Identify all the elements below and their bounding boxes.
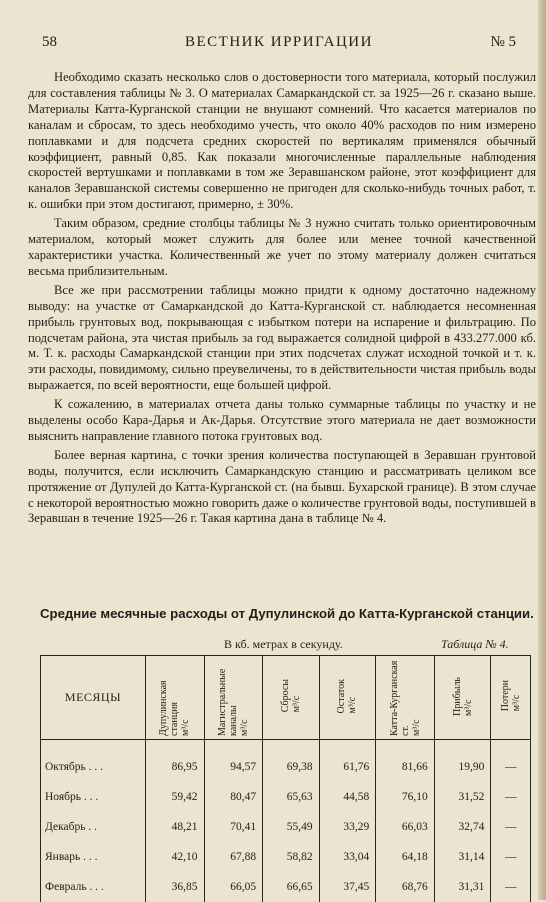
column-header (319, 656, 376, 740)
table-title: Средние месячные расходы от Дупулинской до Катта-Курганской станции. (40, 606, 534, 621)
paragraph: Таким образом, средние столбцы таблицы № 3 нужно считать только ориентировочным материалом, который может служить для более или менее точной качественной характеристики участка. Количественный же учет по этому материалу должен считаться весьма приблизительным. (28, 216, 536, 278)
value-cell: 86,95 (146, 740, 205, 783)
page-edge (538, 0, 546, 900)
column-name: Магистральные каналы (216, 668, 239, 736)
table-row (41, 812, 531, 842)
value-cell: 81,66 (376, 740, 435, 783)
value-cell: 31,31 (434, 872, 491, 902)
table-header-row (41, 656, 531, 740)
body-text (28, 70, 536, 530)
value-cell: — (491, 842, 531, 872)
value-cell: — (491, 812, 531, 842)
column-unit: м³/с (180, 719, 192, 736)
value-cell: 70,41 (204, 812, 263, 842)
value-cell: 69,38 (263, 740, 320, 783)
value-cell: 80,47 (204, 782, 263, 812)
value-cell: 58,82 (263, 842, 320, 872)
value-cell: — (491, 782, 531, 812)
value-cell: 59,42 (146, 782, 205, 812)
value-cell: 33,29 (319, 812, 376, 842)
value-cell: — (491, 740, 531, 783)
value-cell: 68,76 (376, 872, 435, 902)
value-cell: 37,45 (319, 872, 376, 902)
value-cell: 76,10 (376, 782, 435, 812)
paragraph: К сожалению, в материалах отчета даны только суммарные таблицы по участку и не выделены особо Кара-Дарья и Ак-Дарья. Отсутствие этого материала не дает возможности выяснить направление главного потока грунтовых вод. (28, 397, 536, 443)
value-cell: 31,52 (434, 782, 491, 812)
journal-title: ВЕСТНИК ИРРИГАЦИИ (185, 34, 373, 50)
value-cell: 32,74 (434, 812, 491, 842)
column-header (491, 656, 531, 740)
column-unit: м³/с (410, 719, 422, 736)
value-cell: 42,10 (146, 842, 205, 872)
column-unit: м³/с (290, 696, 302, 713)
column-name: Остаток (336, 678, 348, 714)
column-name: Сбросы (279, 679, 291, 713)
value-cell: 31,14 (434, 842, 491, 872)
column-header (376, 656, 435, 740)
column-name: Прибыль (451, 676, 463, 716)
value-cell: 94,57 (204, 740, 263, 783)
column-name: Катта-Курганская ст. (388, 660, 411, 736)
table-row (41, 872, 531, 902)
value-cell: 44,58 (319, 782, 376, 812)
value-cell: 33,04 (319, 842, 376, 872)
column-name: Дупулинская станция (158, 680, 181, 736)
value-cell: 36,85 (146, 872, 205, 902)
table-row (41, 782, 531, 812)
value-cell: 66,65 (263, 872, 320, 902)
column-header (204, 656, 263, 740)
column-unit: м³/с (238, 719, 250, 736)
value-cell: 66,05 (204, 872, 263, 902)
column-header (434, 656, 491, 740)
column-header (146, 656, 205, 740)
value-cell: 19,90 (434, 740, 491, 783)
value-cell: 55,49 (263, 812, 320, 842)
column-name: Потери (499, 680, 511, 712)
value-cell: 64,18 (376, 842, 435, 872)
paragraph: Необходимо сказать несколько слов о достоверности того материала, который послужил для составления таблицы № 3. О материалах Самаркандской ст. за 1925—26 г. сказано выше. Материалы Катта-Курганской станции не внушают сомнений. Что касается материалов по каналам и сбросам, то здесь необходимо учесть, что около 40% расходов по ним измерено поплавками и для подсчета средних скоростей по вертикалям применялся обычный коэффициент, равный 0,85. Как показали многочисленные параллельные наблюдения скоростей вертушками и поплавками в том же Зеравшанском районе, этот коэффициент для каналов Зеравшанской системы совершенно не пригоден для сколько-нибудь точных работ, т. к. ошибки при этом достигают, примерно, ± 30%. (28, 70, 536, 212)
paragraph: Все же при рассмотрении таблицы можно придти к одному достаточно надежному выводу: на участке от Самаркандской до Катта-Курганской ст. наблюдается несомненная прибыль грунтовых вод, покрывающая с избытком потери на испарение и фильтрацию. По подсчетам района, эта чистая прибыль за год выражается солидной цифрой в 433.277.000 кб. м. Т. к. расходы Самаркандской станции при этих подсчетах служат исходной точкой и т. к. эти расходы, повидимому, сильно преувеличены, то в действительности чистая прибыль воды выражается, по всей вероятности, еще большей цифрой. (28, 282, 536, 393)
value-cell: 66,03 (376, 812, 435, 842)
month-cell: Декабрь . . (41, 812, 146, 842)
data-table (40, 655, 531, 902)
paragraph: Более верная картина, с точки зрения количества поступающей в Зеравшан грунтовой воды, получится, если исключить Самаркандскую станцию и рассматривать целиком все протяжение от Дупулей до Катта-Курганской ст. (на бывш. Бухарской границе). В этом случае с некоторой вероятностью можно говорить даже о количестве грунтовой воды, поступившей в Зеравшан в течение 1925—26 г. Такая картина дана в таблице № 4. (28, 447, 536, 526)
value-cell: 48,21 (146, 812, 205, 842)
issue-number: № 5 (490, 34, 516, 50)
value-cell: 61,76 (319, 740, 376, 783)
value-cell: 65,63 (263, 782, 320, 812)
table-row (41, 842, 531, 872)
column-unit: м³/с (462, 698, 474, 716)
value-cell: 67,88 (204, 842, 263, 872)
column-unit: м³/с (510, 695, 522, 712)
page-header (42, 34, 516, 54)
month-cell: Февраль . . . (41, 872, 146, 902)
value-cell: — (491, 872, 531, 902)
column-header (263, 656, 320, 740)
column-header-months: МЕСЯЦЫ (41, 656, 146, 740)
table-row (41, 740, 531, 783)
table-unit: В кб. метрах в секунду. (224, 637, 343, 651)
page-number: 58 (42, 34, 57, 50)
month-cell: Ноябрь . . . (41, 782, 146, 812)
month-cell: Январь . . . (41, 842, 146, 872)
column-unit: м³/с (347, 696, 359, 714)
month-cell: Октябрь . . . (41, 740, 146, 783)
table-number: Таблица № 4. (441, 637, 509, 651)
